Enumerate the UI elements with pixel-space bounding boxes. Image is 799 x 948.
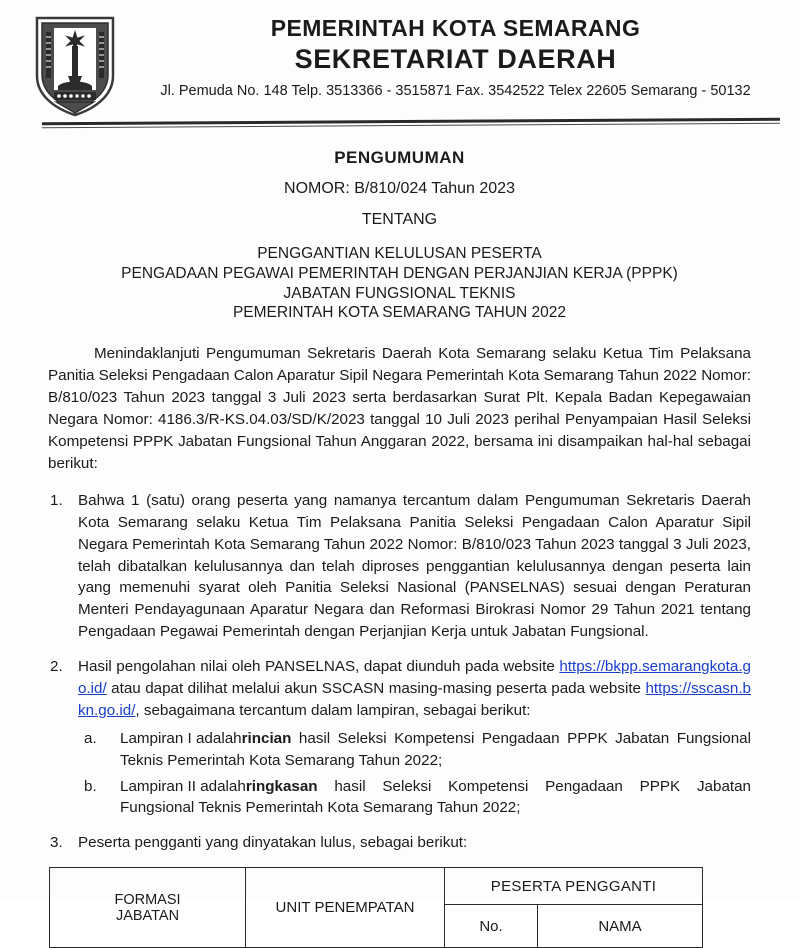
header-cell-peserta-pengganti: PESERTA PENGGANTI (445, 868, 703, 905)
semarang-city-crest-icon (32, 14, 118, 118)
org-address: Jl. Pemuda No. 148 Telp. 3513366 - 3515871 Fax. 3542522 Telex 22605 Semarang - 50132 (160, 82, 751, 99)
numbered-clause-list (48, 490, 751, 854)
sub-a-marker: a. (84, 729, 97, 747)
clause-3-marker: 3. (50, 834, 63, 852)
clause-3-text: Peserta pengganti yang dinyatakan lulus, sebagai berikut: (78, 834, 468, 852)
letterhead-text (130, 16, 781, 100)
clause-2-part-2: atau dapat dilihat melalui akun SSCASN masing-masing peserta pada website (106, 679, 646, 697)
header-cell-unit-penempatan: UNIT PENEMPATAN (246, 868, 445, 948)
clause-1-marker: 1. (50, 491, 63, 509)
sub-b-emphasis: ringkasan (245, 777, 318, 795)
intro-paragraph: Menindaklanjuti Pengumuman Sekretaris Daerah Kota Semarang selaku Ketua Tim Pelaksana Panitia Seleksi Pengadaan Calon Aparatur Sipil Negara Pemerintah Kota Semarang Tahun 2022 Nomor: B/810/023 Tahun 2023 tanggal 3 Juli 2023 serta berdasarkan Surat Plt. Kepala Badan Kepegawaian Negara Nomor: 4186.3/R-KS.04.03/SD/K/2023 tanggal 10 Juli 2023 perihal Penyampaian Hasil Seleksi Kompetensi PPPK Jabatan Fungsional Tahun Anggaran 2022, bersama ini disampaikan hal-hal sebagai berikut: (48, 345, 751, 472)
subject-line-4: PEMERINTAH KOTA SEMARANG TAHUN 2022 (232, 304, 567, 322)
header-cell-nama: NAMA (538, 905, 703, 948)
sub-item-b (78, 776, 751, 820)
sub-b-marker: b. (84, 777, 97, 795)
header-cell-formasi-jabatan (50, 868, 246, 948)
org-name: PEMERINTAH KOTA SEMARANG (270, 15, 641, 41)
sub-a-emphasis: rincian (241, 729, 292, 747)
clause-2-part-3: , sebagaimana tercantum dalam lampiran, sebagai berikut: (135, 701, 531, 719)
subject-line-1: PENGGANTIAN KELULUSAN PESERTA (257, 245, 542, 262)
document-number: NOMOR: B/810/024 Tahun 2023 (284, 180, 515, 197)
clause-item-2 (48, 656, 751, 819)
sub-a-label: Lampiran I adalah (120, 729, 242, 747)
clause-2-marker: 2. (50, 658, 63, 676)
about-label: TENTANG (361, 211, 438, 228)
sscasn-website-link[interactable]: https://sscasn.bkn.go.id/ (78, 679, 751, 719)
sub-b-label: Lampiran II adalah (120, 777, 246, 795)
document-body (48, 343, 751, 854)
unit-name: SEKRETARIAT DAERAH (294, 43, 617, 74)
letterhead (0, 0, 799, 120)
formasi-line-1: FORMASI (114, 891, 181, 908)
replacement-participants-table-wrapper (49, 867, 702, 948)
formasi-line-2: JABATAN (115, 907, 180, 924)
clause-2-part-1: Hasil pengolahan nilai oleh PANSELNAS, dapat diunduh pada website (78, 658, 560, 676)
subject-line-2: PENGADAAN PEGAWAI PEMERINTAH DENGAN PERJANJIAN KERJA (PPPK) (121, 264, 678, 282)
subject-line-3: JABATAN FUNGSIONAL TEKNIS (283, 284, 516, 302)
announcement-title-block (0, 148, 799, 323)
bkpp-website-link[interactable]: https://bkpp.semarangkota.go.id/ (78, 658, 751, 697)
header-cell-no: No. (445, 905, 538, 948)
sub-a-rest: hasil Seleksi Kompetensi Pengadaan PPPK Jabatan Fungsional Teknis Pemerintah Kota Semarang Tahun 2022; (120, 729, 751, 769)
page-title: PENGUMUMAN (334, 148, 465, 167)
subject-block (0, 244, 799, 323)
clause-2-text (78, 658, 751, 719)
clause-1-text: Bahwa 1 (satu) orang peserta yang namanya tercantum dalam Pengumuman Sekretaris Daerah Kota Semarang selaku Ketua Tim Pelaksana Panitia Seleksi Pengadaan Calon Aparatur Sipil Negara Pemerintah Kota Semarang Tahun 2022 Nomor: B/810/023 Tahun 2023 tanggal 3 Juli 2023, telah dibatalkan kelulusannya dan telah diproses penggantian kelulusannya dengan peserta lain yang memenuhi syarat oleh Panitia Seleksi Nasional (PANSELNAS) sesuai dengan Peraturan Menteri Pendayagunaan Aparatur Negara dan Reformasi Birokrasi Nomor 29 Tahun 2021 tentang Pengadaan Pegawai Pemerintah dengan Perjanjian Kerja untuk Jabatan Fungsional. (78, 491, 751, 641)
clause-item-3 (48, 832, 751, 854)
sub-b-rest: hasil Seleksi Kompetensi Pengadaan PPPK Jabatan Fungsional Teknis Pemerintah Kota Semarang Tahun 2022; (120, 777, 751, 817)
header-divider (42, 118, 780, 133)
sub-item-a (78, 728, 751, 772)
clause-item-1 (48, 490, 751, 643)
attachment-sub-list (78, 728, 751, 820)
replacement-participants-table (49, 867, 703, 948)
table-header-row-1 (50, 868, 703, 905)
